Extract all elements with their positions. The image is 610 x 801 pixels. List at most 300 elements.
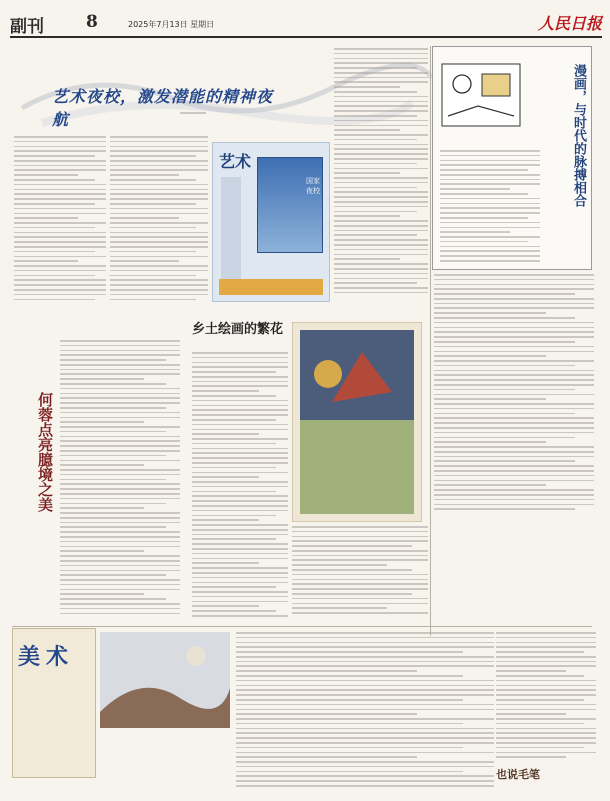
body-text-line: [110, 227, 196, 229]
body-text-line: [14, 150, 106, 152]
body-text-line: [192, 515, 276, 517]
body-text-line: [292, 612, 428, 614]
body-text-line: [334, 220, 428, 222]
body-text-line: [110, 279, 208, 281]
body-text-line: [434, 432, 594, 434]
main-article-title: 艺术夜校，激发潜能的精神夜航: [52, 87, 274, 129]
body-text-line: [292, 545, 412, 547]
body-text-line: [334, 48, 428, 50]
body-text-line: [434, 307, 594, 309]
body-text-line: [110, 146, 208, 148]
body-text-line: [60, 474, 180, 476]
body-text-line: [334, 234, 417, 236]
body-text-line: [434, 379, 594, 381]
body-text-line: [236, 699, 463, 701]
body-text-line: [236, 651, 463, 653]
body-text-line: [434, 408, 594, 410]
body-text-line: [14, 189, 106, 191]
body-text-line: [110, 213, 208, 215]
body-text-line: [334, 191, 428, 193]
body-text-line: [192, 433, 259, 435]
body-text-line: [292, 583, 428, 585]
body-text-line: [14, 160, 106, 162]
body-text-line: [292, 540, 428, 542]
body-text-line: [236, 775, 494, 777]
body-text-line: [434, 322, 594, 324]
body-text-line: [434, 384, 594, 386]
body-text-line: [440, 227, 540, 229]
body-text-line: [60, 431, 166, 433]
body-text-line: [60, 369, 180, 371]
body-text-line: [236, 737, 494, 739]
body-text-line: [434, 413, 575, 415]
body-text-line: [496, 728, 596, 730]
body-text-line: [110, 169, 208, 171]
body-text-line: [14, 203, 95, 205]
body-text-line: [110, 217, 179, 219]
body-text-line: [192, 385, 288, 387]
body-text-line: [60, 570, 180, 572]
body-text-line: [236, 718, 494, 720]
body-text-line: [192, 529, 288, 531]
article-two-painting: [292, 322, 422, 522]
body-text-line: [60, 522, 180, 524]
body-text-line: [60, 589, 180, 591]
body-text-line: [434, 370, 594, 372]
body-text-line: [192, 538, 276, 540]
body-text-line: [434, 499, 594, 501]
body-text-line: [192, 548, 288, 550]
body-text-line: [60, 393, 180, 395]
body-text-line: [496, 685, 596, 687]
body-text-line: [14, 141, 106, 143]
body-text-line: [292, 559, 428, 561]
body-text-line: [440, 150, 540, 152]
body-text-line: [60, 498, 180, 500]
body-text-line: [14, 184, 106, 186]
body-text-line: [236, 761, 494, 763]
body-text-line: [440, 164, 540, 166]
body-text-line: [334, 139, 417, 141]
body-text-line: [192, 605, 259, 607]
body-text-line: [496, 699, 584, 701]
body-text-line: [440, 169, 528, 171]
body-text-line: [14, 155, 95, 157]
body-text-line: [110, 174, 179, 176]
body-text-line: [434, 274, 594, 276]
body-text-line: [434, 336, 594, 338]
body-text-line: [334, 177, 428, 179]
main-article-byline: [180, 112, 206, 114]
body-text-line: [434, 427, 594, 429]
body-text-line: [14, 246, 106, 248]
body-text-line: [110, 165, 208, 167]
body-text-line: [60, 455, 166, 457]
body-text-line: [496, 670, 566, 672]
body-text-line: [334, 263, 428, 265]
body-text-line: [434, 303, 594, 305]
body-text-line: [334, 72, 428, 74]
body-text-line: [334, 273, 428, 275]
body-text-line: [192, 438, 288, 440]
body-text-line: [110, 203, 196, 205]
body-text-line: [60, 560, 180, 562]
body-text-line: [236, 771, 463, 773]
body-text-line: [192, 424, 288, 426]
body-text-line: [60, 426, 180, 428]
body-text-line: [60, 397, 180, 399]
body-text-line: [236, 747, 463, 749]
body-text-line: [14, 299, 95, 301]
body-text-line: [334, 282, 417, 284]
body-text-line: [192, 395, 276, 397]
body-text-line: [14, 208, 106, 210]
body-text-line: [434, 293, 575, 295]
body-text-line: [14, 279, 106, 281]
body-text-line: [110, 189, 208, 191]
body-text-line: [334, 58, 428, 60]
body-text-line: [334, 148, 428, 150]
article-two-body-col2: [292, 526, 428, 620]
body-text-line: [60, 536, 180, 538]
body-text-line: [14, 217, 78, 219]
body-text-line: [334, 86, 400, 88]
body-text-line: [110, 256, 208, 258]
body-text-line: [60, 421, 144, 423]
book-spine-band: [221, 177, 241, 287]
body-text-line: [496, 642, 596, 644]
body-text-line: [60, 503, 166, 505]
body-text-line: [334, 120, 428, 122]
body-text-line: [292, 531, 428, 533]
body-text-line: [110, 289, 208, 291]
body-text-line: [440, 241, 528, 243]
newspaper-logo: 人民日报: [537, 14, 602, 33]
body-text-line: [110, 236, 208, 238]
body-text-line: [334, 287, 428, 289]
body-text-line: [14, 165, 106, 167]
body-text-line: [236, 709, 494, 711]
body-text-line: [14, 260, 78, 262]
body-text-line: [60, 531, 180, 533]
book-cover-subtitle: 国家夜校: [306, 177, 320, 195]
body-text-line: [192, 486, 288, 488]
body-text-line: [60, 412, 180, 414]
body-text-line: [192, 481, 288, 483]
body-text-line: [496, 680, 596, 682]
body-text-line: [192, 457, 288, 459]
art-column-text: [236, 632, 494, 792]
body-text-line: [334, 144, 428, 146]
article-three-body: [60, 340, 180, 620]
body-text-line: [496, 651, 584, 653]
body-text-line: [434, 504, 594, 506]
body-text-line: [334, 96, 428, 98]
body-text-line: [192, 591, 288, 593]
body-text-line: [440, 183, 540, 185]
body-text-line: [434, 417, 594, 419]
body-text-line: [334, 115, 417, 117]
body-text-line: [192, 414, 288, 416]
main-article-body-col4: [334, 48, 428, 298]
body-text-line: [236, 665, 494, 667]
body-text-line: [110, 260, 179, 262]
body-text-line: [60, 407, 166, 409]
body-text-line: [292, 598, 428, 600]
body-text-line: [60, 512, 180, 514]
body-text-line: [14, 146, 106, 148]
body-text-line: [434, 480, 594, 482]
body-text-line: [60, 541, 180, 543]
body-text-line: [14, 222, 106, 224]
body-text-line: [334, 278, 428, 280]
article-three-title: 何蓉点亮臆境之美: [36, 392, 54, 512]
body-text-line: [60, 488, 180, 490]
body-text-line: [334, 163, 417, 165]
body-text-line: [496, 756, 566, 758]
body-text-line: [110, 193, 208, 195]
body-text-line: [434, 475, 594, 477]
body-text-line: [434, 403, 594, 405]
body-text-line: [334, 172, 400, 174]
issue-date: 2025年7月13日 星期日: [128, 20, 215, 29]
body-text-line: [192, 572, 288, 574]
body-text-line: [60, 565, 180, 567]
body-text-line: [14, 213, 106, 215]
section-divider: [12, 626, 592, 627]
body-text-line: [440, 160, 540, 162]
body-text-line: [14, 275, 95, 277]
body-text-line: [236, 685, 494, 687]
body-text-line: [292, 574, 428, 576]
body-text-line: [192, 405, 288, 407]
body-text-line: [192, 519, 259, 521]
body-text-line: [110, 232, 208, 234]
body-text-line: [60, 436, 180, 438]
body-text-line: [496, 689, 596, 691]
body-text-line: [236, 646, 494, 648]
body-text-line: [192, 582, 288, 584]
body-text-line: [496, 752, 596, 754]
art-column-logo: 美术: [18, 644, 75, 670]
body-text-line: [192, 352, 288, 354]
body-text-line: [110, 155, 196, 157]
body-text-line: [192, 409, 288, 411]
body-text-line: [334, 110, 428, 112]
body-text-line: [236, 704, 494, 706]
masthead: [10, 8, 602, 38]
body-text-line: [434, 284, 594, 286]
body-text-line: [440, 250, 540, 252]
body-text-line: [14, 236, 106, 238]
body-text-line: [496, 713, 566, 715]
body-text-line: [60, 550, 144, 552]
book-cover-image: [212, 142, 330, 302]
body-text-line: [334, 77, 428, 79]
body-text-line: [192, 505, 288, 507]
body-text-line: [292, 579, 428, 581]
body-text-line: [14, 232, 106, 234]
body-text-line: [192, 610, 276, 612]
body-text-line: [192, 596, 288, 598]
body-text-line: [236, 713, 417, 715]
body-text-line: [14, 174, 78, 176]
body-text-line: [60, 526, 166, 528]
body-text-line: [110, 251, 196, 253]
body-text-line: [236, 637, 494, 639]
body-text-line: [110, 136, 208, 138]
body-text-line: [434, 279, 594, 281]
body-text-line: [434, 341, 575, 343]
body-text-line: [496, 656, 596, 658]
body-text-line: [192, 371, 276, 373]
body-text-line: [60, 517, 180, 519]
body-text-line: [292, 526, 428, 528]
body-text-line: [192, 429, 288, 431]
body-text-line: [434, 360, 594, 362]
body-text-line: [434, 446, 594, 448]
article-two-body-col1: [192, 352, 288, 622]
body-text-line: [334, 81, 428, 83]
body-text-line: [236, 766, 494, 768]
body-text-line: [60, 546, 180, 548]
body-text-line: [60, 579, 180, 581]
body-text-line: [60, 359, 166, 361]
article-two-title: 乡土绘画的繁花: [192, 322, 284, 337]
body-text-line: [434, 312, 546, 314]
body-text-line: [110, 208, 208, 210]
body-text-line: [192, 452, 288, 454]
body-text-line: [60, 507, 144, 509]
body-text-line: [496, 747, 584, 749]
body-text-line: [14, 284, 106, 286]
body-text-line: [192, 400, 288, 402]
body-text-line: [440, 179, 540, 181]
body-text-line: [496, 665, 596, 667]
body-text-line: [110, 284, 208, 286]
body-text-line: [110, 275, 196, 277]
body-text-line: [440, 203, 540, 205]
body-text-line: [60, 460, 180, 462]
body-text-line: [334, 292, 428, 294]
body-text-line: [14, 227, 95, 229]
body-text-line: [60, 450, 180, 452]
body-text-line: [110, 179, 196, 181]
body-text-line: [334, 230, 428, 232]
body-text-line: [192, 467, 276, 469]
body-text-line: [192, 586, 276, 588]
body-text-line: [334, 62, 428, 64]
body-text-line: [14, 169, 106, 171]
body-text-line: [434, 331, 594, 333]
comic-article-title: 漫画，与时代的脉搏相合: [571, 64, 586, 207]
body-text-line: [334, 125, 428, 127]
body-text-line: [334, 101, 428, 103]
body-text-line: [440, 246, 540, 248]
body-text-line: [440, 236, 540, 238]
body-text-line: [292, 550, 428, 552]
body-text-line: [434, 422, 594, 424]
body-text-line: [496, 646, 596, 648]
body-text-line: [334, 211, 417, 213]
body-text-line: [292, 593, 412, 595]
body-text-line: [192, 567, 288, 569]
column-divider: [430, 46, 431, 636]
body-text-line: [14, 294, 106, 296]
body-text-line: [192, 472, 288, 474]
body-text-line: [434, 288, 594, 290]
body-text-line: [60, 345, 180, 347]
body-text-line: [192, 500, 288, 502]
body-text-line: [496, 723, 584, 725]
body-text-line: [60, 364, 180, 366]
body-text-line: [496, 718, 596, 720]
body-text-line: [496, 732, 596, 734]
body-text-line: [434, 460, 575, 462]
art-column-artwork: [100, 632, 230, 728]
body-text-line: [440, 193, 528, 195]
body-text-line: [110, 141, 208, 143]
body-text-line: [236, 656, 494, 658]
body-text-line: [236, 780, 494, 782]
body-text-line: [110, 270, 208, 272]
body-text-line: [434, 374, 594, 376]
body-text-line: [192, 577, 288, 579]
body-text-line: [192, 524, 288, 526]
body-text-line: [60, 445, 180, 447]
body-text-line: [334, 187, 417, 189]
body-text-line: [496, 737, 596, 739]
body-text-line: [192, 362, 288, 364]
body-text-line: [292, 536, 428, 538]
body-text-line: [434, 365, 575, 367]
body-text-line: [434, 317, 575, 319]
body-text-line: [236, 670, 417, 672]
body-text-line: [440, 174, 540, 176]
body-text-line: [14, 256, 106, 258]
body-text-line: [434, 389, 575, 391]
body-text-line: [440, 217, 528, 219]
body-text-line: [334, 215, 400, 217]
body-text-line: [110, 160, 208, 162]
body-text-line: [334, 239, 428, 241]
body-text-line: [334, 129, 400, 131]
body-text-line: [236, 756, 417, 758]
body-text-line: [192, 476, 259, 478]
body-text-line: [236, 661, 494, 663]
body-text-line: [192, 543, 288, 545]
body-text-line: [496, 694, 596, 696]
body-text-line: [236, 642, 494, 644]
book-cover-bar: [219, 279, 323, 295]
body-text-line: [110, 198, 208, 200]
body-text-line: [60, 574, 166, 576]
body-text-line: [334, 105, 428, 107]
body-text-line: [334, 134, 428, 136]
body-text-line: [496, 704, 596, 706]
body-text-line: [334, 206, 428, 208]
body-text-line: [60, 440, 180, 442]
body-text-line: [334, 201, 428, 203]
body-text-line: [192, 601, 288, 603]
section-name: 副刊: [10, 17, 44, 37]
main-article-body-col2: [110, 136, 208, 306]
body-text-line: [434, 346, 594, 348]
body-text-line: [440, 207, 540, 209]
body-text-line: [192, 366, 288, 368]
comic-article-body: [440, 150, 540, 268]
body-text-line: [192, 462, 288, 464]
